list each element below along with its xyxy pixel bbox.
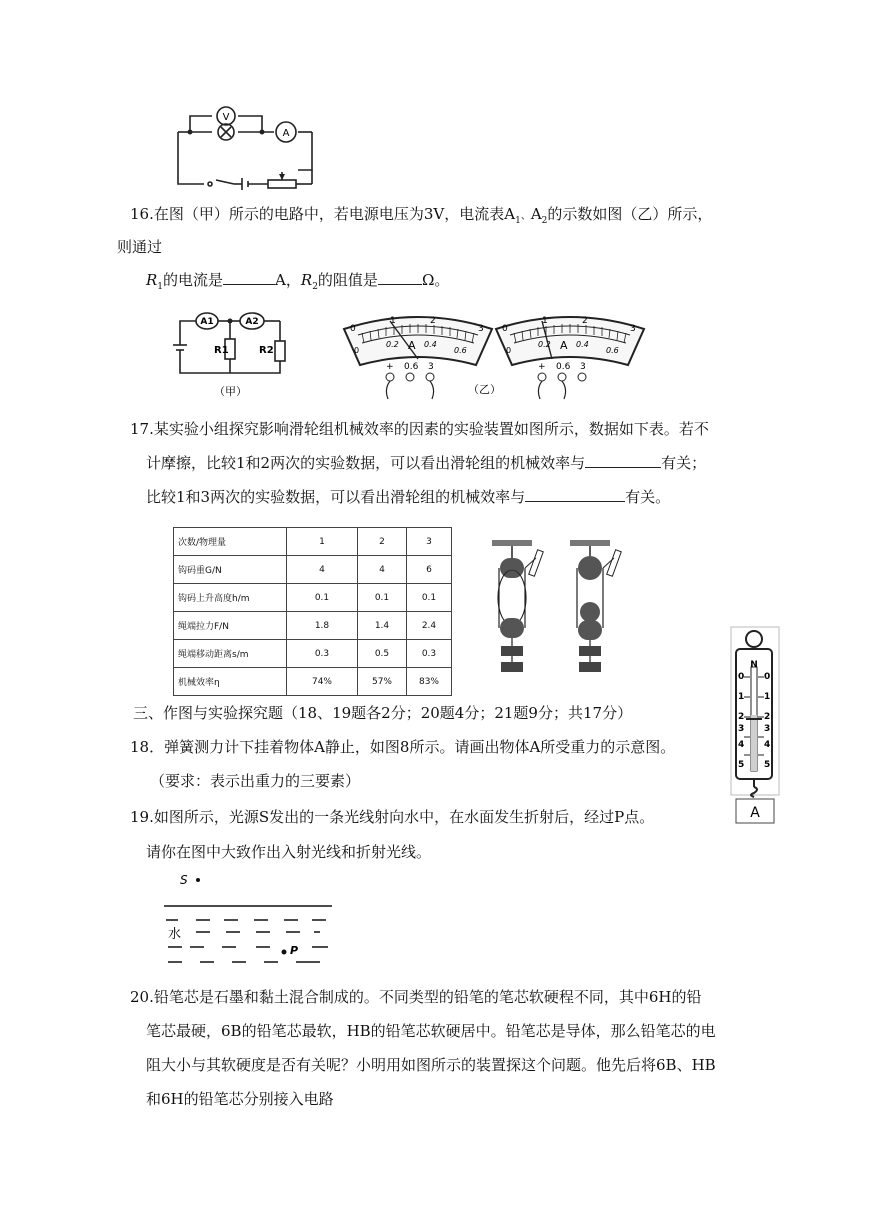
resistor-r2-label: R2 — [259, 345, 274, 356]
ammeter-a1-label: A1 — [200, 317, 214, 327]
terminal-left-3: 3 — [428, 362, 434, 372]
dial-left-unit: A — [408, 339, 416, 352]
terminal-left-plus: + — [386, 362, 394, 372]
dial-left-bottom-3: 0.6 — [454, 346, 467, 355]
water-label: 水 — [168, 927, 182, 942]
object-a-label: A — [750, 805, 760, 821]
q20-line2: 笔芯最硬，6B的铅笔芯最软，HB的铅笔芯软硬居中。铅笔芯是导体，那么铅笔芯的电 — [146, 1022, 716, 1040]
q18-line2: （要求：表示出重力的三要素） — [150, 772, 361, 790]
top-circuit-diagram — [170, 100, 320, 192]
q16-answer-blank-1[interactable] — [223, 269, 275, 285]
terminal-left-06: 0.6 — [404, 362, 419, 372]
table-row: 钩码上升高度h/m 0.1 0.1 0.1 — [174, 584, 452, 612]
dial-right-bottom-2: 0.4 — [576, 340, 589, 349]
q17-answer-blank-2[interactable] — [525, 486, 625, 502]
dial-right-bottom-0: 0 — [506, 346, 512, 355]
scale-right-3: 3 — [764, 724, 771, 734]
figure-yi-label: （乙） — [468, 383, 501, 396]
q17-data-table — [173, 527, 452, 696]
scale-right-0: 0 — [764, 672, 771, 682]
q20-line4: 和6H的铅笔芯分别接入电路 — [146, 1090, 334, 1108]
resistor-r1-label: R1 — [214, 345, 229, 356]
table-row: 次数/物理量 1 2 3 — [174, 528, 452, 556]
point-p-dot — [282, 950, 287, 955]
dial-left-top-2: 2 — [430, 316, 436, 326]
q20-line3: 阻大小与其软硬度是否有关呢？小明用如图所示的装置探这个问题。他先后将6B、HB — [146, 1056, 716, 1074]
dial-left-bottom-1: 0.2 — [386, 340, 399, 349]
dial-right-bottom-3: 0.6 — [606, 346, 619, 355]
terminal-right-06: 0.6 — [556, 362, 571, 372]
point-p-label: P — [290, 944, 299, 957]
dial-right-top-3: 3 — [630, 324, 636, 334]
q16-answer-blank-2[interactable] — [378, 269, 422, 285]
q16-figure-jia — [170, 305, 300, 397]
q17-line3: 比较1和3两次的实验数据，可以看出滑轮组的机械效率与 有关。 — [146, 488, 671, 506]
scale-right-4: 4 — [764, 740, 771, 750]
scale-unit-n: N — [750, 660, 758, 670]
q16-figure-yi — [338, 307, 638, 403]
ammeter-dial-right — [496, 316, 644, 399]
q19-line1: 19.如图所示，光源S发出的一条光线射向水中，在水面发生折射后，经过P点。 — [130, 808, 655, 826]
section3-heading: 三、作图与实验探究题（18、19题各2分；20题4分；21题9分；共17分） — [133, 704, 633, 722]
table-row: 钩码重G/N 4 4 6 — [174, 556, 452, 584]
table-row: 绳端移动距离s/m 0.3 0.5 0.3 — [174, 640, 452, 668]
q18-line1: 18．弹簧测力计下挂着物体A静止，如图8所示。请画出物体A所受重力的示意图。 — [130, 738, 676, 756]
ammeter-a2-label: A2 — [245, 317, 259, 327]
q17-line1: 17.某实验小组探究影响滑轮组机械效率的因素的实验装置如图所示，数据如下表。若不 — [130, 420, 709, 438]
table-row: 机械效率η 74% 57% 83% — [174, 668, 452, 696]
ammeter-symbol: A — [282, 128, 290, 139]
q16-line2: 则通过 — [117, 238, 163, 256]
scale-left-5: 5 — [738, 760, 745, 770]
scale-left-0: 0 — [738, 672, 745, 682]
scale-left-4: 4 — [738, 740, 745, 750]
terminal-right-plus: + — [538, 362, 546, 372]
dial-left-top-1: 1 — [390, 316, 396, 326]
scale-right-5: 5 — [764, 760, 771, 770]
scale-left-1: 1 — [738, 692, 745, 702]
q16-line1: 16.在图（甲）所示的电路中，若电源电压为3V，电流表$A_1$、$A_2$的示数如图（乙）所示， — [130, 205, 713, 226]
figure-jia-label: （甲） — [214, 385, 247, 398]
q20-line1: 20.铅笔芯是石墨和黏土混合制成的。不同类型的铅笔的笔芯软硬程不同，其中6H的铅 — [130, 988, 702, 1006]
scale-left-3: 3 — [738, 724, 745, 734]
q17-answer-blank-1[interactable] — [585, 452, 661, 468]
scale-right-1: 1 — [764, 692, 771, 702]
terminal-right-3: 3 — [580, 362, 586, 372]
dial-left-top-0: 0 — [350, 324, 356, 334]
spring-scale-figure — [730, 627, 780, 827]
scale-right-2: 2 — [764, 712, 771, 722]
dial-left-top-3: 3 — [478, 324, 484, 334]
pulley-apparatus-figure — [486, 536, 636, 684]
dial-right-top-2: 2 — [582, 316, 588, 326]
table-row: 绳端拉力F/N 1.8 1.4 2.4 — [174, 612, 452, 640]
q17-line2: 计摩擦，比较1和2两次的实验数据，可以看出滑轮组的机械效率与 有关； — [146, 454, 707, 472]
light-source-point — [196, 878, 200, 882]
q16-line3: $R_1$的电流是 A，$R_2$的阻值是 Ω。 — [146, 271, 450, 292]
dial-right-unit: A — [560, 339, 568, 352]
q19-water-diagram — [160, 870, 340, 970]
dial-right-top-1: 1 — [542, 316, 548, 326]
pulley-setup-left — [492, 540, 543, 672]
dial-left-bottom-2: 0.4 — [424, 340, 437, 349]
dial-left-bottom-0: 0 — [354, 346, 360, 355]
dial-right-bottom-1: 0.2 — [538, 340, 551, 349]
dial-right-top-0: 0 — [502, 324, 508, 334]
pulley-setup-right — [570, 540, 621, 672]
q19-line2: 请你在图中大致作出入射光线和折射光线。 — [146, 843, 432, 861]
scale-left-2: 2 — [738, 712, 745, 722]
voltmeter-symbol: V — [222, 112, 230, 123]
light-source-s-label: S — [180, 873, 188, 887]
